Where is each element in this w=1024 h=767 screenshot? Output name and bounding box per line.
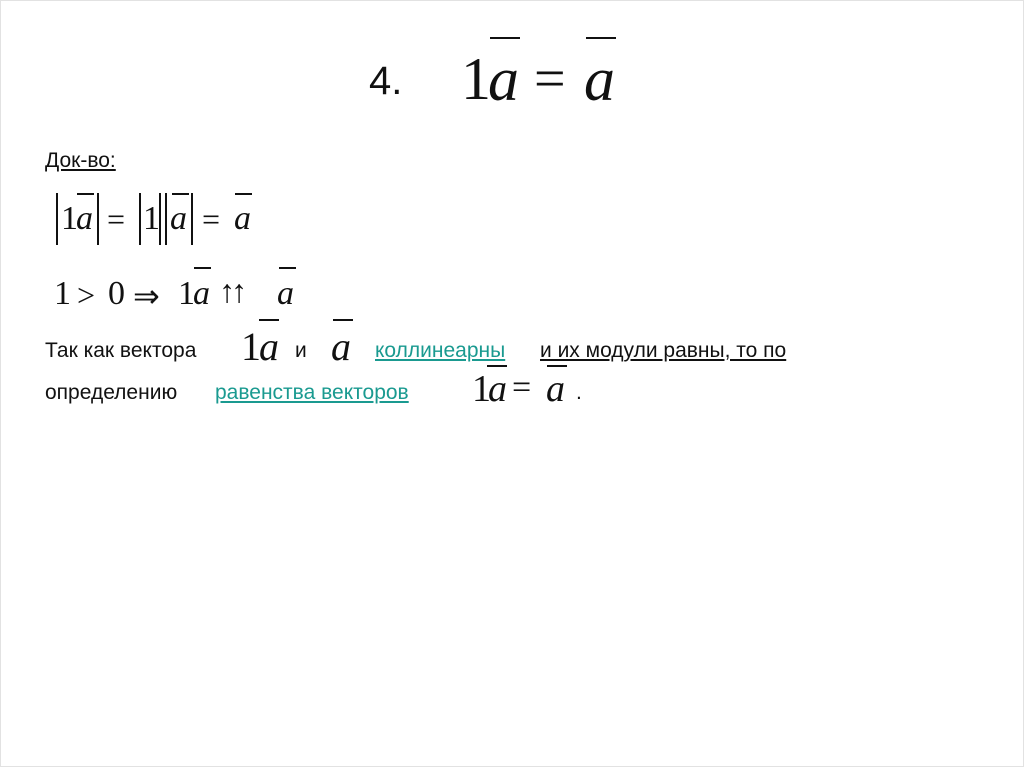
sentence1-one: 1 [241,324,261,369]
link-vector-equality[interactable]: равенства векторов [215,381,409,404]
abs-bar-3 [139,193,141,245]
line1-var-c-overbar [235,193,252,195]
line1-var-b: a [170,200,187,237]
title-eq: = [534,48,566,110]
abs-bar-6 [191,193,193,245]
sentence2-var-overbar [487,365,507,367]
sentence1-var-b-overbar [333,319,353,321]
title-var2: a [584,46,615,114]
title-coef: 1 [461,46,491,112]
sentence2-one: 1 [472,368,491,410]
line2-var-overbar [194,267,211,269]
sentence1-part1: Так как вектора [45,339,197,362]
sentence2-part1: определению [45,381,178,404]
line1-var-overbar [77,193,94,195]
line2-one: 1 [54,275,71,312]
sentence1-part2: и их модули равны, то по [540,339,787,362]
abs-bar-4 [159,193,161,245]
line1-one: 1 [61,200,78,237]
proof-label: Док-во: [45,149,116,172]
line2-implies: ⇒ [133,278,160,314]
line1-eq2: = [202,201,221,237]
line1-var-c: a [234,200,251,237]
line2-var-b-overbar [279,267,296,269]
sentence2-var: a [488,368,507,410]
link-collinear[interactable]: коллинеарны [375,339,506,362]
line2-gt: > [77,277,96,313]
sentence1-and: и [295,339,307,362]
sentence1-var-overbar [259,319,279,321]
line1-one-b: 1 [143,200,160,237]
sentence2-end: . [576,381,582,404]
abs-bar-5 [165,193,167,245]
sentence1-var-b: a [331,324,351,369]
line2-var-b: a [277,275,294,312]
line1-var-b-overbar [172,193,189,195]
title-var-overbar [490,37,520,39]
line1-eq1: = [107,201,126,237]
sentence2-var-b: a [546,368,565,410]
sentence2-var-b-overbar [547,365,567,367]
title-number: 4. [369,59,403,103]
abs-bar-2 [97,193,99,245]
sentence2-eq: = [512,369,532,406]
line2-zero: 0 [108,275,125,312]
abs-bar-1 [56,193,58,245]
line2-one-b: 1 [178,275,195,312]
title-var2-overbar [586,37,616,39]
line2-arrows: ↑↑ [219,273,243,309]
line2-var: a [193,275,210,312]
title-var: a [488,46,519,114]
line1-var: a [76,200,93,237]
sentence1-var: a [259,324,279,369]
